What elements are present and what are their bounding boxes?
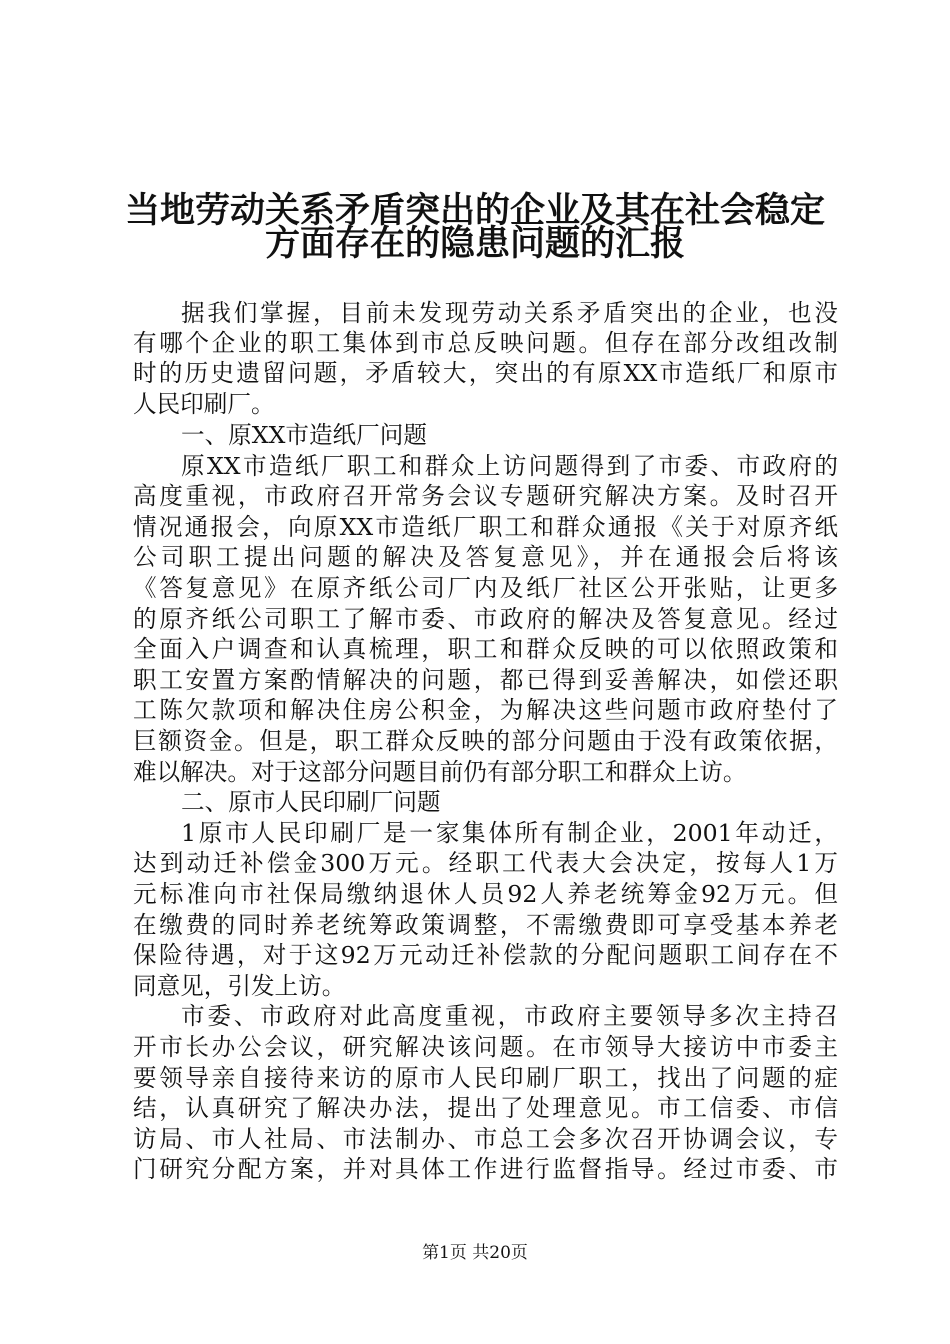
body-line: 高度重视，市政府召开常务会议专题研究解决方案。及时召开 bbox=[133, 482, 838, 510]
body-line: 难以解决。对于这部分问题目前仍有部分职工和群众上访。 bbox=[133, 758, 747, 786]
body-line: 据我们掌握，目前未发现劳动关系矛盾突出的企业，也没 bbox=[181, 299, 838, 327]
body-line: 在缴费的同时养老统筹政策调整，不需缴费即可享受基本养老 bbox=[133, 911, 838, 939]
body-line: 要领导亲自接待来访的原市人民印刷厂职工，找出了问题的症 bbox=[133, 1064, 838, 1092]
section-heading: 一、原XX市造纸厂问题 bbox=[181, 421, 427, 449]
body-line: 公司职工提出问题的解决及答复意见》，并在通报会后将该 bbox=[133, 543, 838, 571]
document-title-line-1: 当地劳动关系矛盾突出的企业及其在社会稳定 bbox=[124, 190, 825, 231]
body-line: 工陈欠款项和解决住房公积金，为解决这些问题市政府垫付了 bbox=[133, 696, 838, 724]
body-line: 全面入户调查和认真梳理，职工和群众反映的可以依照政策和 bbox=[133, 635, 838, 663]
body-line: 达到动迁补偿金300万元。经职工代表大会决定，按每人1万 bbox=[133, 849, 838, 877]
body-line: 元标准向市社保局缴纳退休人员92人养老统筹金92万元。但 bbox=[133, 880, 838, 908]
body-line: 职工安置方案酌情解决的问题，都已得到妥善解决，如偿还职 bbox=[133, 666, 838, 694]
body-line: 时的历史遗留问题，矛盾较大，突出的有原XX市造纸厂和原市 bbox=[133, 359, 838, 387]
body-line: 原XX市造纸厂职工和群众上访问题得到了市委、市政府的 bbox=[181, 452, 838, 480]
page-number-footer: 第1页 共20页 bbox=[422, 1243, 528, 1263]
body-line: 有哪个企业的职工集体到市总反映问题。但存在部分改组改制 bbox=[133, 329, 838, 357]
body-line: 《答复意见》在原齐纸公司厂内及纸厂社区公开张贴，让更多 bbox=[133, 574, 838, 602]
body-line: 开市长办公会议，研究解决该问题。在市领导大接访中市委主 bbox=[133, 1033, 838, 1061]
body-line: 保险待遇，对于这92万元动迁补偿款的分配问题职工间存在不 bbox=[133, 941, 838, 969]
document-title-line-2: 方面存在的隐患问题的汇报 bbox=[264, 223, 685, 264]
body-line: 门研究分配方案，并对具体工作进行监督指导。经过市委、市 bbox=[133, 1155, 838, 1183]
body-line: 同意见，引发上访。 bbox=[133, 972, 346, 1000]
body-line: 结，认真研究了解决办法，提出了处理意见。市工信委、市信 bbox=[133, 1094, 838, 1122]
body-line: 巨额资金。但是，职工群众反映的部分问题由于没有政策依据， bbox=[133, 727, 838, 755]
body-line: 的原齐纸公司职工了解市委、市政府的解决及答复意见。经过 bbox=[133, 605, 838, 633]
body-line: 人民印刷厂。 bbox=[133, 390, 275, 418]
section-heading: 二、原市人民印刷厂问题 bbox=[181, 788, 441, 816]
body-line: 市委、市政府对此高度重视，市政府主要领导多次主持召 bbox=[181, 1002, 838, 1030]
body-line: 情况通报会，向原XX市造纸厂职工和群众通报《关于对原齐纸 bbox=[133, 513, 838, 541]
body-line: 访局、市人社局、市法制办、市总工会多次召开协调会议，专 bbox=[133, 1125, 838, 1153]
body-line: 1原市人民印刷厂是一家集体所有制企业，2001年动迁， bbox=[181, 819, 838, 847]
